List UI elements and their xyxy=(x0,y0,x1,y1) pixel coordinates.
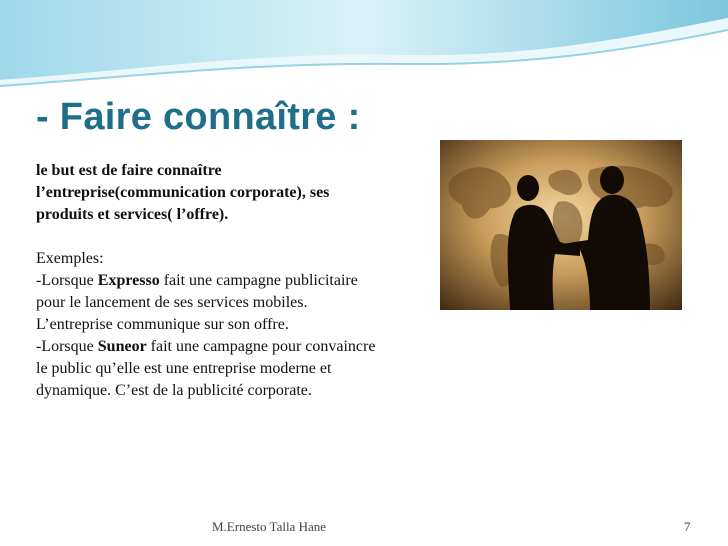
example-text: fait une campagne publicitaire pour le lancement de ses services mobiles. L’entreprise communique sur son offre. xyxy=(36,272,358,333)
brand-expresso: Expresso xyxy=(97,272,160,289)
lead-paragraph: le but est de faire connaître l’entreprise(communication corporate), ses produits et services( l’offre). xyxy=(36,162,330,223)
slide-body xyxy=(36,160,381,402)
example-suneor xyxy=(36,336,381,402)
handshake-photo xyxy=(440,140,682,310)
header-wave-decoration xyxy=(0,0,728,90)
slide-title: - Faire connaître : xyxy=(36,96,361,138)
page-number: 7 xyxy=(684,519,691,534)
example-prefix: -Lorsque xyxy=(36,272,98,289)
footer-author: M.Ernesto Talla Hane xyxy=(212,519,327,534)
example-prefix: -Lorsque xyxy=(36,338,98,355)
examples-label: Exemples: xyxy=(36,250,104,267)
example-text: fait une campagne pour convaincre le public qu’elle est une entreprise moderne et dynamique. C’est de la publicité corporate. xyxy=(36,338,376,399)
paragraph-spacer xyxy=(36,226,381,248)
brand-suneor: Suneor xyxy=(97,338,147,355)
example-expresso xyxy=(36,270,381,336)
